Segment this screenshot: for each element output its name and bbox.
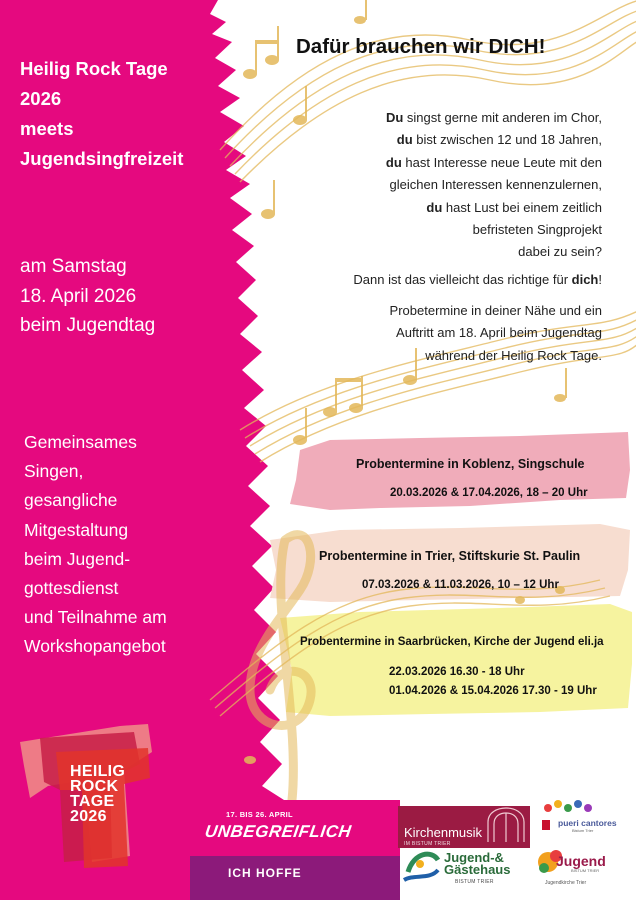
rehearsal-info (272, 300, 602, 367)
kirchenmusik-label: Kirchenmusik (404, 825, 483, 840)
intro-emphasis: du (385, 154, 402, 170)
rehearsal-info-line: Probetermine in deiner Nähe und ein (389, 303, 602, 318)
intro-emphasis: du (426, 199, 443, 215)
activity-line: gottesdienst (24, 578, 119, 599)
activity-line: Singen, (24, 461, 84, 482)
activity-line: Mitgestaltung (24, 519, 129, 540)
activity-line: Gemeinsames (24, 432, 137, 452)
call-text: Dann ist das vielleicht das richtige für (353, 272, 572, 287)
event-date-line: am Samstag (20, 256, 127, 277)
logo-line: ROCK (70, 778, 119, 795)
activity-line: und Teilnahme am (24, 607, 167, 628)
jugend-label: Jugend (556, 853, 606, 869)
event-title (20, 54, 210, 174)
intro-line (282, 129, 602, 151)
call-emphasis: dich (571, 272, 599, 287)
event-period: 17. BIS 26. APRIL (226, 810, 293, 819)
logo-line: TAGE (70, 793, 115, 810)
headline: Dafür brauchen wir DICH! (296, 35, 546, 58)
schedule-koblenz-title: Probentermine in Koblenz, Singschule (356, 457, 585, 471)
event-title-line: 2026 (20, 88, 62, 109)
kirchenmusik-sublabel: IM BISTUM TRIER (404, 841, 451, 847)
call-to-action (272, 272, 602, 287)
event-title-line: meets (20, 118, 74, 139)
event-date-line: beim Jugendtag (20, 315, 156, 336)
intro-text-part: singst gerne mit anderen im Chor, (403, 110, 602, 125)
event-title-line: Jugendsingfreizeit (20, 148, 184, 169)
schedule-trier-date: 07.03.2026 & 11.03.2026, 10 – 12 Uhr (362, 579, 559, 591)
intro-line: gleichen Interessen kennenzulernen, (389, 177, 602, 193)
jugendkirche-label: Jugendkirche Trier (545, 880, 587, 886)
schedule-koblenz-date: 20.03.2026 & 17.04.2026, 18 – 20 Uhr (390, 487, 588, 499)
intro-line (282, 107, 602, 129)
activity-line: beim Jugend- (24, 548, 131, 569)
schedule-trier-title: Probentermine in Trier, Stiftskurie St. Paulin (319, 549, 581, 563)
heilig-rock-tage-logo-text (70, 764, 125, 824)
intro-line (282, 197, 602, 219)
intro-emphasis: du (396, 132, 413, 148)
event-title-line: Heilig Rock Tage (20, 58, 168, 79)
slogan: UNBEGREIFLICH (203, 822, 353, 841)
logo-line: 2026 (70, 808, 107, 825)
rehearsal-info-line: während der Heilig Rock Tage. (425, 347, 602, 363)
intro-text (282, 107, 602, 264)
gaestehaus-sublabel: BISTUM TRIER (455, 879, 494, 885)
intro-line: dabei zu sein? (518, 244, 602, 260)
call-text-end: ! (598, 272, 602, 287)
gaestehaus-line: Jugend-& (444, 850, 504, 865)
event-date-line: 18. April 2026 (20, 285, 137, 307)
intro-line: befristeten Singprojekt (472, 222, 602, 238)
activity-line: gesangliche (24, 490, 118, 511)
pueri-cantores-label: pueri cantores (558, 818, 617, 828)
schedule-saarbruecken-date: 22.03.2026 16.30 - 18 Uhr (389, 666, 525, 678)
intro-text-part: hast Interesse neue Leute mit den (401, 154, 602, 170)
schedule-saarbruecken-title: Probentermine in Saarbrücken, Kirche der Jugend eli.ja (300, 636, 604, 648)
intro-text-part: bist zwischen 12 und 18 Jahren, (412, 132, 602, 148)
gaestehaus-label (444, 852, 510, 876)
intro-emphasis: Du (385, 110, 404, 125)
intro-line (282, 152, 602, 174)
event-date (20, 252, 200, 341)
rehearsal-info-line: Auftritt am 18. April beim Jugendtag (396, 325, 602, 341)
jugend-sublabel: BISTUM TRIER (571, 868, 600, 873)
activity-description (24, 428, 204, 662)
intro-text-part: hast Lust bei einem zeitlich (442, 199, 602, 215)
pueri-cantores-sublabel: Bistum Trier (572, 828, 594, 833)
gaestehaus-line: Gästehaus (444, 862, 511, 877)
gaestehaus-logo-mark (404, 854, 438, 880)
schedule-saarbruecken-date: 01.04.2026 & 15.04.2026 17.30 - 19 Uhr (389, 685, 597, 697)
activity-line: Workshopangebot (24, 636, 166, 657)
tagline: ICH HOFFE (228, 866, 302, 880)
logo-line: HEILIG (70, 763, 126, 780)
